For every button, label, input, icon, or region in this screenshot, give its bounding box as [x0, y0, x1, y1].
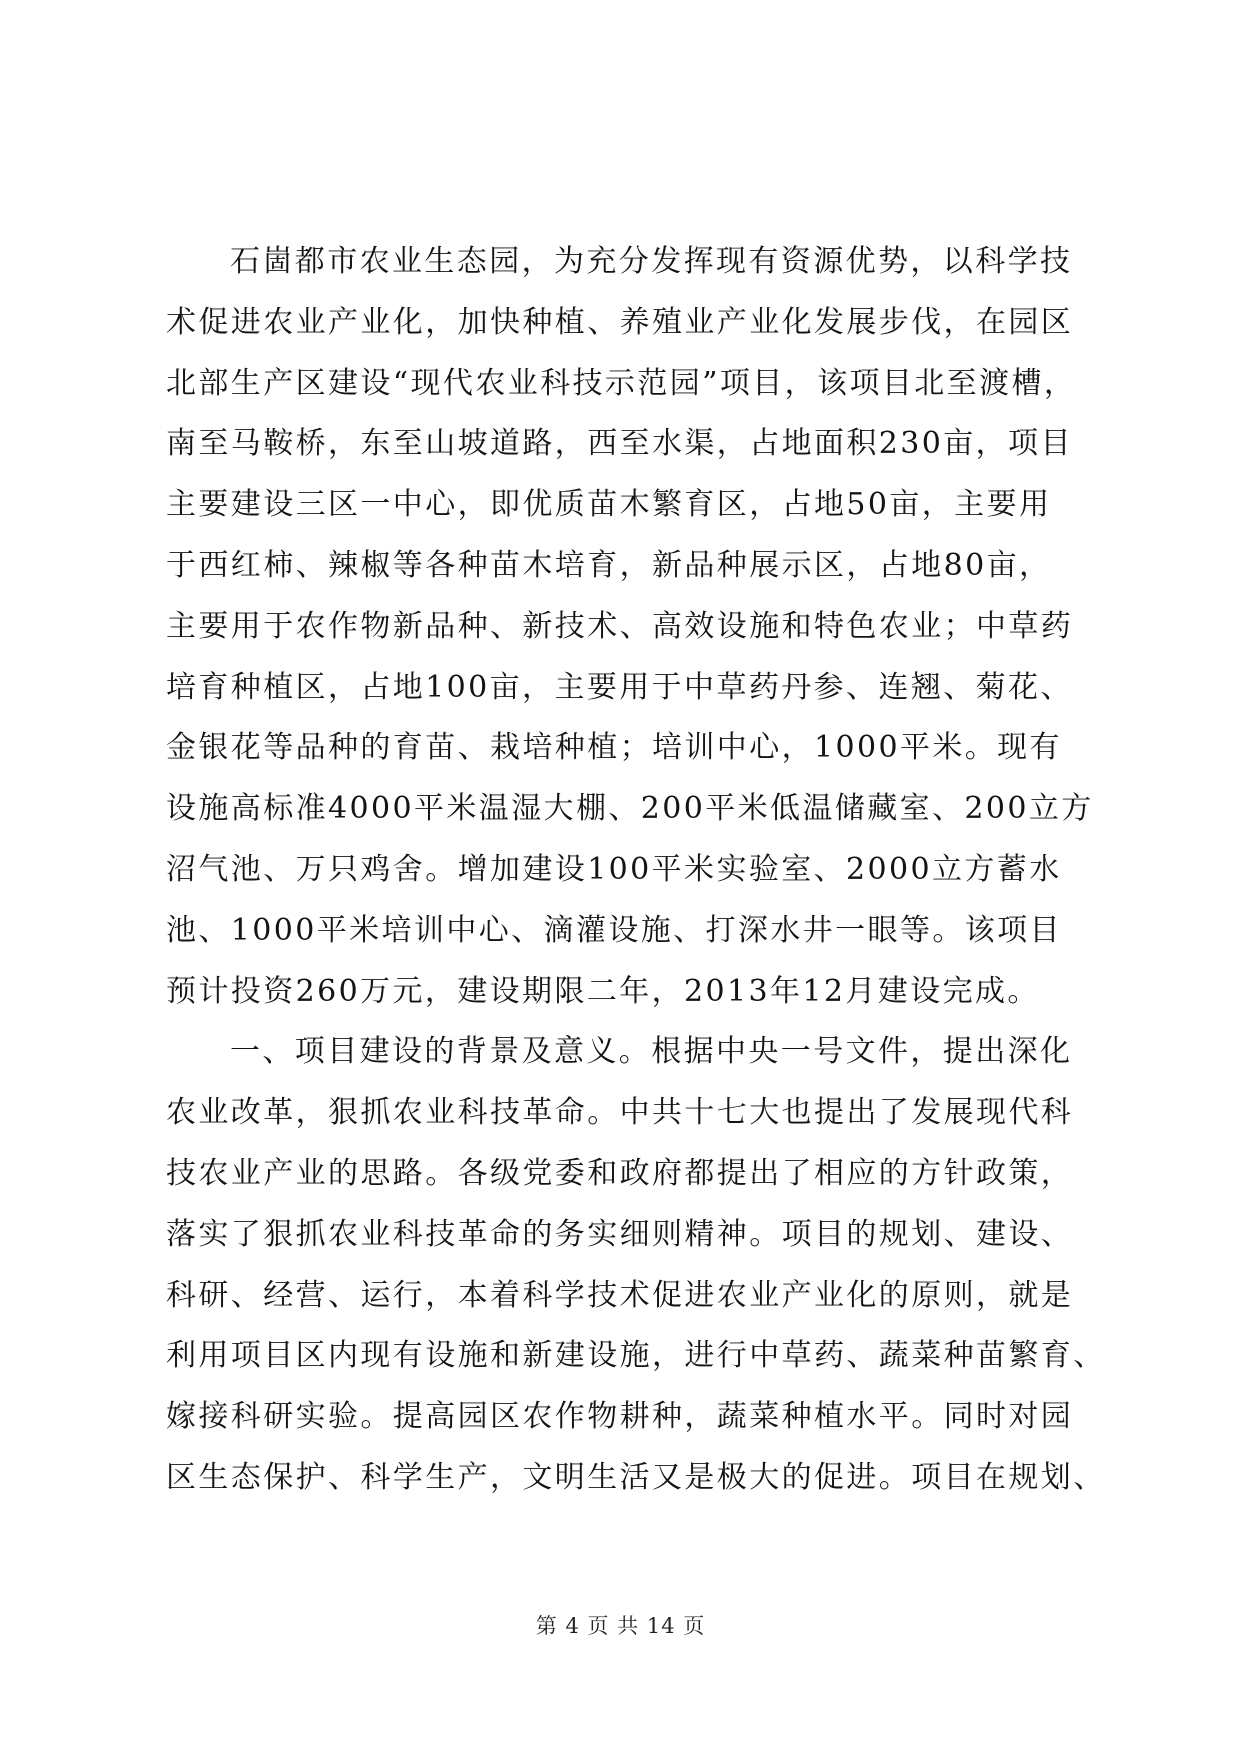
paragraph-intro [166, 232, 1094, 1022]
text-line: 南至马鞍桥，东至山坡道路，西至水渠，占地面积230亩，项目 [166, 426, 1073, 462]
text-line: 预计投资260万元，建设期限二年，2013年12月建设完成。 [166, 973, 1040, 1009]
text-line: 一、项目建设的背景及意义。根据中央一号文件，提出深化 [230, 1034, 1073, 1070]
page-number-footer: 第 4 页 共 14 页 [535, 1614, 706, 1638]
text-line: 培育种植区，占地100亩，主要用于中草药丹参、连翘、菊花、 [166, 669, 1073, 705]
text-line: 主要用于农作物新品种、新技术、高效设施和特色农业；中草药 [166, 608, 1074, 644]
text-line: 沼气池、万只鸡舍。增加建设100平米实验室、2000立方蓄水 [166, 851, 1062, 887]
text-line: 于西红柿、辣椒等各种苗木培育，新品种展示区，占地80亩， [166, 547, 1052, 583]
text-line: 农业改革，狠抓农业科技革命。中共十七大也提出了发展现代科 [166, 1095, 1074, 1131]
text-line: 区生态保护、科学生产，文明生活又是极大的促进。项目在规划、 [166, 1459, 1106, 1495]
text-line: 利用项目区内现有设施和新建设施，进行中草药、蔬菜种苗繁育、 [166, 1338, 1106, 1374]
text-line: 石崮都市农业生态园，为充分发挥现有资源优势，以科学技 [230, 244, 1073, 279]
text-line: 技农业产业的思路。各级党委和政府都提出了相应的方针政策， [166, 1155, 1074, 1191]
text-line: 科研、经营、运行，本着科学技术促进农业产业化的原则，就是 [166, 1277, 1074, 1313]
text-line: 落实了狠抓农业科技革命的务实细则精神。项目的规划、建设、 [166, 1216, 1074, 1252]
text-line: 池、1000平米培训中心、滴灌设施、打深水井一眼等。该项目 [166, 912, 1062, 948]
document-body [166, 232, 1106, 1509]
paragraph-background [166, 1022, 1106, 1508]
text-line: 北部生产区建设“现代农业科技示范园”项目，该项目北至渡槽， [166, 365, 1077, 401]
text-line: 设施高标准4000平米温湿大棚、200平米低温储藏室、200立方 [166, 791, 1094, 827]
text-line: 术促进农业产业化，加快种植、养殖业产业化发展步伐，在园区 [166, 304, 1074, 340]
text-line: 主要建设三区一中心，即优质苗木繁育区，占地50亩，主要用 [166, 487, 1052, 523]
text-line: 金银花等品种的育苗、栽培种植；培训中心，1000平米。现有 [166, 730, 1062, 766]
text-line: 嫁接科研实验。提高园区农作物耕种，蔬菜种植水平。同时对园 [166, 1399, 1074, 1435]
